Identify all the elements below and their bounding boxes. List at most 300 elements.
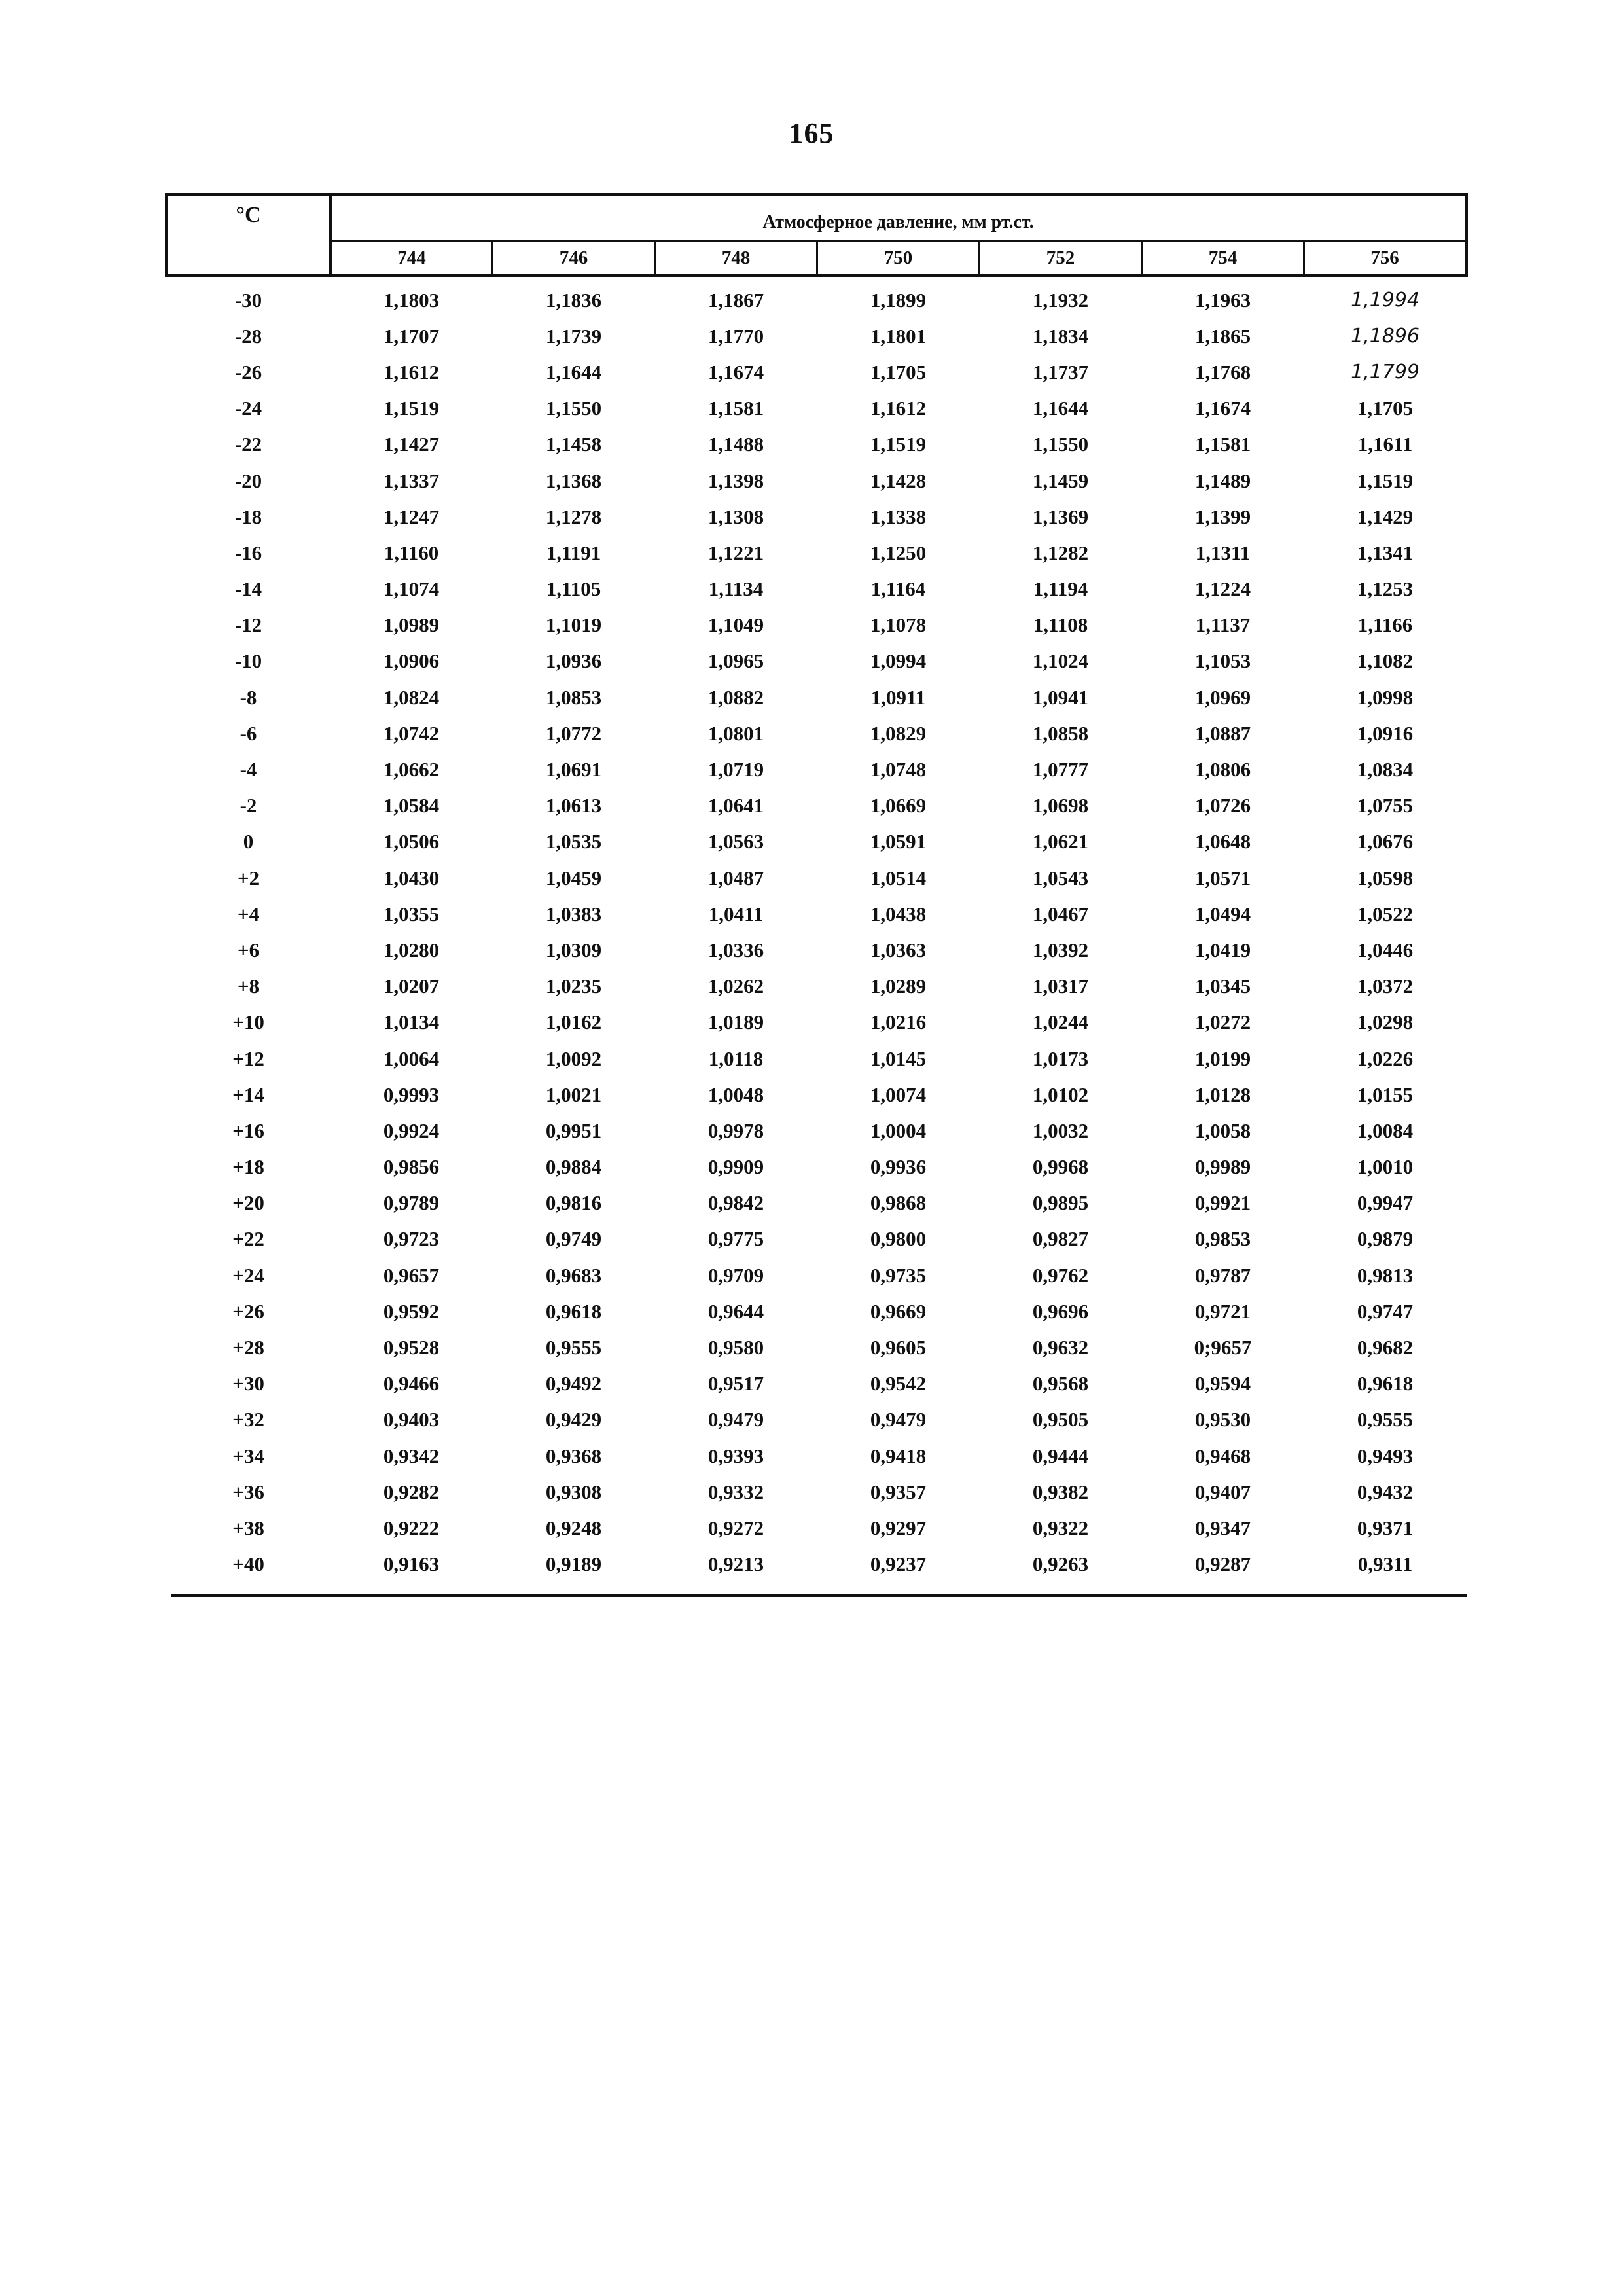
value-cell: 0,9479: [707, 1408, 764, 1431]
temperature-cell: -16: [234, 541, 262, 564]
value-cell: 1,0392: [1032, 938, 1089, 961]
value-cell: 1,1019: [545, 613, 602, 637]
table-row: [167, 1438, 1467, 1474]
value-cell: 0,9632: [1032, 1336, 1089, 1359]
value-cell: 0,9403: [383, 1408, 440, 1431]
value-cell: 0,9762: [1032, 1263, 1089, 1287]
value-cell: 1,0571: [1194, 866, 1251, 889]
value-cell: 1,1581: [1194, 433, 1251, 456]
table-row: [167, 788, 1467, 824]
value-cell: 0,9842: [707, 1191, 764, 1215]
value-cell: 0,9868: [870, 1191, 927, 1215]
value-cell: 1,0199: [1194, 1047, 1251, 1070]
value-cell: 1,0280: [383, 938, 440, 961]
value-cell: 0,9721: [1194, 1299, 1251, 1323]
value-cell: 1,0226: [1357, 1047, 1414, 1070]
value-cell: 1,1427: [383, 433, 440, 456]
table-row: [167, 1402, 1467, 1438]
value-cell: 0,9322: [1032, 1516, 1089, 1539]
value-cell: 1,0941: [1032, 685, 1089, 709]
value-cell: 0,9989: [1194, 1155, 1251, 1179]
value-cell: 1,0298: [1357, 1011, 1414, 1034]
temperature-cell: -18: [234, 505, 262, 528]
value-cell: 0,9789: [383, 1191, 440, 1215]
value-cell: 0,9879: [1357, 1227, 1414, 1251]
pressure-column-header: 746: [493, 242, 655, 276]
value-cell: 1,0906: [383, 649, 440, 673]
value-cell: 1,1105: [546, 577, 601, 601]
value-cell: 0,9800: [870, 1227, 927, 1251]
value-cell: 1,0494: [1194, 902, 1251, 925]
table-row: [167, 751, 1467, 787]
value-cell: 1,1896: [1351, 325, 1420, 348]
temperature-cell: +36: [232, 1480, 264, 1503]
value-cell: 1,0383: [545, 902, 602, 925]
table-row: [167, 715, 1467, 751]
value-cell: 1,1308: [707, 505, 764, 528]
value-cell: 1,1253: [1357, 577, 1414, 601]
value-cell: 0,9530: [1194, 1408, 1251, 1431]
value-cell: 0,9605: [870, 1336, 927, 1359]
value-cell: 0,9813: [1357, 1263, 1414, 1287]
value-cell: 0,9993: [383, 1083, 440, 1106]
temperature-cell: -10: [234, 649, 262, 673]
value-cell: 1,0430: [383, 866, 440, 889]
value-cell: 0,9592: [383, 1299, 440, 1323]
value-cell: 1,0128: [1194, 1083, 1251, 1106]
value-cell: 1,0004: [870, 1119, 927, 1142]
value-cell: 1,1049: [707, 613, 764, 637]
value-cell: 1,0726: [1194, 794, 1251, 817]
value-cell: 0,9222: [383, 1516, 440, 1539]
value-cell: 1,1488: [707, 433, 764, 456]
value-cell: 1,0173: [1032, 1047, 1089, 1070]
temperature-cell: -8: [240, 685, 257, 709]
value-cell: 0,9696: [1032, 1299, 1089, 1323]
header-row-pressures: [167, 242, 1467, 276]
value-cell: 1,0411: [708, 902, 764, 925]
value-cell: 0,9936: [870, 1155, 927, 1179]
value-cell: 0,9357: [870, 1480, 927, 1503]
value-cell: 1,0216: [870, 1011, 927, 1034]
value-cell: 1,0155: [1357, 1083, 1414, 1106]
pressure-group-header: Атмосферное давление, мм рт.ст.: [330, 195, 1467, 242]
table-row: [167, 463, 1467, 499]
value-cell: 1,0262: [707, 975, 764, 998]
pressure-column-header: 744: [330, 242, 493, 276]
value-cell: 1,0514: [870, 866, 927, 889]
value-cell: 0,9332: [707, 1480, 764, 1503]
value-cell: 1,1166: [1357, 613, 1413, 637]
value-cell: 0,9853: [1194, 1227, 1251, 1251]
table-row: [167, 276, 1467, 319]
table-body: [167, 276, 1467, 1583]
value-cell: 1,1737: [1032, 360, 1089, 384]
value-cell: 0,9884: [545, 1155, 602, 1179]
table-bottom-rule: [171, 1594, 1467, 1597]
value-cell: 0,9542: [870, 1372, 927, 1395]
table-row: [167, 1077, 1467, 1113]
table-row: [167, 1257, 1467, 1293]
temperature-cell: +12: [232, 1047, 264, 1070]
value-cell: 1,0145: [870, 1047, 927, 1070]
value-cell: 1,1644: [1032, 397, 1089, 420]
value-cell: 1,1078: [870, 613, 927, 637]
value-cell: 0,9272: [707, 1516, 764, 1539]
value-cell: 0,9644: [707, 1299, 764, 1323]
value-cell: 0,9492: [545, 1372, 602, 1395]
value-cell: 1,0719: [707, 758, 764, 781]
value-cell: 1,0989: [383, 613, 440, 637]
value-cell: 1,0438: [870, 902, 927, 925]
value-cell: 1,0506: [383, 830, 440, 853]
value-cell: 1,1191: [546, 541, 601, 564]
value-cell: 1,0309: [545, 938, 602, 961]
value-cell: 0,9444: [1032, 1444, 1089, 1467]
table-row: [167, 571, 1467, 607]
value-cell: 0,9895: [1032, 1191, 1089, 1215]
table-row: [167, 896, 1467, 932]
value-cell: 1,0598: [1357, 866, 1414, 889]
value-cell: 1,1250: [870, 541, 927, 564]
table-row: [167, 427, 1467, 463]
value-cell: 0,9297: [870, 1516, 927, 1539]
value-cell: 0,9493: [1357, 1444, 1414, 1467]
value-cell: 1,0648: [1194, 830, 1251, 853]
value-cell: 1,1519: [383, 397, 440, 420]
temperature-cell: -4: [240, 758, 257, 781]
temperature-cell: +10: [232, 1011, 264, 1034]
temperature-cell: +8: [237, 975, 260, 998]
temperature-cell: +32: [232, 1408, 264, 1431]
table-row: [167, 824, 1467, 860]
value-cell: 1,0355: [383, 902, 440, 925]
value-cell: 1,1311: [1195, 541, 1251, 564]
value-cell: 1,0162: [545, 1011, 602, 1034]
temperature-cell: +14: [232, 1083, 264, 1106]
value-cell: 1,0936: [545, 649, 602, 673]
value-cell: 1,0698: [1032, 794, 1089, 817]
pressure-column-header: 748: [655, 242, 817, 276]
temperature-cell: +18: [232, 1155, 264, 1179]
table-row: [167, 1366, 1467, 1402]
temperature-cell: +28: [232, 1336, 264, 1359]
value-cell: 0,9951: [545, 1119, 602, 1142]
value-cell: 1,0372: [1357, 975, 1414, 998]
value-cell: 1,1581: [707, 397, 764, 420]
value-cell: 0,9466: [383, 1372, 440, 1395]
value-cell: 1,1337: [383, 469, 440, 492]
value-cell: 0,9580: [707, 1336, 764, 1359]
value-cell: 1,1398: [707, 469, 764, 492]
table-row: [167, 860, 1467, 896]
value-cell: 1,0801: [707, 721, 764, 745]
value-cell: 0,9287: [1194, 1552, 1251, 1576]
value-cell: 1,1108: [1033, 613, 1088, 637]
value-cell: 1,0467: [1032, 902, 1089, 925]
value-cell: 0,9237: [870, 1552, 927, 1576]
value-cell: 0,9921: [1194, 1191, 1251, 1215]
value-cell: 1,0084: [1357, 1119, 1414, 1142]
value-cell: 1,0010: [1357, 1155, 1414, 1179]
value-cell: 1,1429: [1357, 505, 1414, 528]
value-cell: 1,0118: [708, 1047, 764, 1070]
value-cell: 1,0535: [545, 830, 602, 853]
temperature-column-header: °C: [167, 195, 330, 276]
value-cell: 0,9947: [1357, 1191, 1414, 1215]
value-cell: 1,1428: [870, 469, 927, 492]
value-cell: 1,0345: [1194, 975, 1251, 998]
value-cell: 0,9368: [545, 1444, 602, 1467]
value-cell: 1,1519: [1357, 469, 1414, 492]
value-cell: 1,0522: [1357, 902, 1414, 925]
table-row: [167, 499, 1467, 535]
value-cell: 1,1770: [707, 324, 764, 348]
pressure-column-header: 750: [817, 242, 980, 276]
value-cell: 1,1707: [383, 324, 440, 348]
temperature-cell: +22: [232, 1227, 264, 1251]
value-cell: 1,0965: [707, 649, 764, 673]
value-cell: 1,1768: [1194, 360, 1251, 384]
value-cell: 1,1739: [545, 324, 602, 348]
value-cell: 0,9371: [1357, 1516, 1414, 1539]
table-row: [167, 1221, 1467, 1257]
value-cell: 1,0748: [870, 758, 927, 781]
value-cell: 1,0641: [707, 794, 764, 817]
temperature-cell: -24: [234, 397, 262, 420]
value-cell: 1,1803: [383, 288, 440, 312]
value-cell: 1,1024: [1032, 649, 1089, 673]
value-cell: 1,1674: [1194, 397, 1251, 420]
value-cell: 1,0772: [545, 721, 602, 745]
value-cell: 0,9775: [707, 1227, 764, 1251]
temperature-cell: +4: [237, 902, 260, 925]
value-cell: 1,1134: [708, 577, 764, 601]
value-cell: 1,0563: [707, 830, 764, 853]
value-cell: 0,9787: [1194, 1263, 1251, 1287]
pressure-column-header: 752: [980, 242, 1142, 276]
value-cell: 1,1053: [1194, 649, 1251, 673]
table-row: [167, 1329, 1467, 1365]
value-cell: 1,0824: [383, 685, 440, 709]
value-cell: 1,0189: [707, 1011, 764, 1034]
value-cell: 1,1458: [545, 433, 602, 456]
correction-table: [165, 193, 1468, 1583]
value-cell: 0,9282: [383, 1480, 440, 1503]
value-cell: 0,9749: [545, 1227, 602, 1251]
table-row: [167, 607, 1467, 643]
value-cell: 0,9517: [707, 1372, 764, 1395]
temperature-cell: +20: [232, 1191, 264, 1215]
value-cell: 0,9968: [1032, 1155, 1089, 1179]
value-cell: 1,1550: [1032, 433, 1089, 456]
value-cell: 0,9924: [383, 1119, 440, 1142]
value-cell: 1,0777: [1032, 758, 1089, 781]
value-cell: 0,9909: [707, 1155, 764, 1179]
value-cell: 0,9382: [1032, 1480, 1089, 1503]
value-cell: 1,0134: [383, 1011, 440, 1034]
table-row: [167, 391, 1467, 427]
value-cell: 1,0584: [383, 794, 440, 817]
value-cell: 1,0858: [1032, 721, 1089, 745]
value-cell: 0,9468: [1194, 1444, 1251, 1467]
value-cell: 0,9505: [1032, 1408, 1089, 1431]
value-cell: 1,1644: [545, 360, 602, 384]
value-cell: 0,9407: [1194, 1480, 1251, 1503]
value-cell: 1,1247: [383, 505, 440, 528]
value-cell: 1,0092: [545, 1047, 602, 1070]
value-cell: 1,1164: [870, 577, 926, 601]
value-cell: 0,9432: [1357, 1480, 1414, 1503]
value-cell: 1,0459: [545, 866, 602, 889]
value-cell: 0,9347: [1194, 1516, 1251, 1539]
table-header: [167, 195, 1467, 276]
value-cell: 1,0235: [545, 975, 602, 998]
value-cell: 0,9311: [1357, 1552, 1413, 1576]
value-cell: 1,0207: [383, 975, 440, 998]
value-cell: 0,9856: [383, 1155, 440, 1179]
value-cell: 0,9342: [383, 1444, 440, 1467]
table-row: [167, 535, 1467, 571]
temperature-cell: -12: [234, 613, 262, 637]
value-cell: 1,0994: [870, 649, 927, 673]
value-cell: 0,9479: [870, 1408, 927, 1431]
temperature-cell: +26: [232, 1299, 264, 1323]
pressure-column-header: 756: [1304, 242, 1467, 276]
table-row: [167, 1005, 1467, 1041]
value-cell: 0,9248: [545, 1516, 602, 1539]
value-cell: 1,1834: [1032, 324, 1089, 348]
value-cell: 1,0853: [545, 685, 602, 709]
value-cell: 0,9528: [383, 1336, 440, 1359]
temperature-cell: +24: [232, 1263, 264, 1287]
value-cell: 1,1836: [545, 288, 602, 312]
value-cell: 0,9618: [1357, 1372, 1414, 1395]
temperature-cell: +6: [237, 938, 260, 961]
temperature-cell: +16: [232, 1119, 264, 1142]
value-cell: 1,0916: [1357, 721, 1414, 745]
value-cell: 1,0887: [1194, 721, 1251, 745]
value-cell: 1,0806: [1194, 758, 1251, 781]
value-cell: 1,1221: [707, 541, 764, 564]
value-cell: 1,0882: [707, 685, 764, 709]
temperature-cell: -22: [234, 433, 262, 456]
value-cell: 1,0048: [707, 1083, 764, 1106]
value-cell: 1,1612: [870, 397, 927, 420]
value-cell: 1,1160: [383, 541, 439, 564]
value-cell: 1,1459: [1032, 469, 1089, 492]
value-cell: 1,1224: [1194, 577, 1251, 601]
value-cell: 1,0021: [545, 1083, 602, 1106]
value-cell: 1,0074: [870, 1083, 927, 1106]
value-cell: 1,0911: [870, 685, 926, 709]
value-cell: 1,1341: [1357, 541, 1414, 564]
temperature-cell: -26: [234, 360, 262, 384]
temperature-cell: +40: [232, 1552, 264, 1576]
value-cell: 1,0064: [383, 1047, 440, 1070]
value-cell: 1,0289: [870, 975, 927, 998]
value-cell: 0,9163: [383, 1552, 440, 1576]
value-cell: 1,1369: [1032, 505, 1089, 528]
value-cell: 1,1082: [1357, 649, 1414, 673]
value-cell: 1,1705: [870, 360, 927, 384]
value-cell: 1,1550: [545, 397, 602, 420]
value-cell: 1,0487: [707, 866, 764, 889]
table-row: [167, 1474, 1467, 1510]
value-cell: 1,1194: [1033, 577, 1088, 601]
value-cell: 1,1282: [1032, 541, 1089, 564]
value-cell: 1,0829: [870, 721, 927, 745]
value-cell: 0,9669: [870, 1299, 927, 1323]
value-cell: 0,9393: [707, 1444, 764, 1467]
table-row: [167, 318, 1467, 354]
table-row: [167, 1185, 1467, 1221]
temperature-cell: -14: [234, 577, 262, 601]
value-cell: 1,1074: [383, 577, 440, 601]
temperature-cell: 0: [243, 830, 254, 853]
value-cell: 1,0613: [545, 794, 602, 817]
value-cell: 0,9618: [545, 1299, 602, 1323]
temperature-cell: -20: [234, 469, 262, 492]
value-cell: 1,1994: [1351, 289, 1420, 312]
value-cell: 1,1368: [545, 469, 602, 492]
table-row: [167, 1041, 1467, 1077]
table-row: [167, 1113, 1467, 1149]
value-cell: 0,9594: [1194, 1372, 1251, 1395]
temperature-cell: -6: [240, 721, 257, 745]
temperature-cell: +38: [232, 1516, 264, 1539]
value-cell: 1,0669: [870, 794, 927, 817]
value-cell: 1,0621: [1032, 830, 1089, 853]
value-cell: 0,9735: [870, 1263, 927, 1287]
value-cell: 1,0543: [1032, 866, 1089, 889]
temperature-cell: +30: [232, 1372, 264, 1395]
value-cell: 1,1674: [707, 360, 764, 384]
value-cell: 0,9429: [545, 1408, 602, 1431]
value-cell: 1,1278: [545, 505, 602, 528]
value-cell: 1,1137: [1195, 613, 1251, 637]
page-number: 165: [789, 117, 834, 149]
value-cell: 1,1612: [383, 360, 440, 384]
value-cell: 1,0363: [870, 938, 927, 961]
value-cell: 1,1801: [870, 324, 927, 348]
value-cell: 1,0998: [1357, 685, 1414, 709]
value-cell: 0,9978: [707, 1119, 764, 1142]
value-cell: 1,1963: [1194, 288, 1251, 312]
table-row: [167, 354, 1467, 390]
value-cell: 0,9709: [707, 1263, 764, 1287]
value-cell: 1,0419: [1194, 938, 1251, 961]
value-cell: 1,0591: [870, 830, 927, 853]
value-cell: 0,9213: [707, 1552, 764, 1576]
value-cell: 0,9555: [1357, 1408, 1414, 1431]
value-cell: 0,9657: [383, 1263, 440, 1287]
value-cell: 1,0446: [1357, 938, 1414, 961]
temperature-cell: -2: [240, 794, 257, 817]
value-cell: 1,0834: [1357, 758, 1414, 781]
temperature-cell: -28: [234, 324, 262, 348]
value-cell: 1,0336: [707, 938, 764, 961]
value-cell: 1,1705: [1357, 397, 1414, 420]
value-cell: 0,9568: [1032, 1372, 1089, 1395]
value-cell: 0,9682: [1357, 1336, 1414, 1359]
value-cell: 0,9747: [1357, 1299, 1414, 1323]
table-row: [167, 1510, 1467, 1546]
value-cell: 0,9723: [383, 1227, 440, 1251]
temperature-cell: -30: [234, 288, 262, 312]
table-row: [167, 1293, 1467, 1329]
value-cell: 0,9683: [545, 1263, 602, 1287]
